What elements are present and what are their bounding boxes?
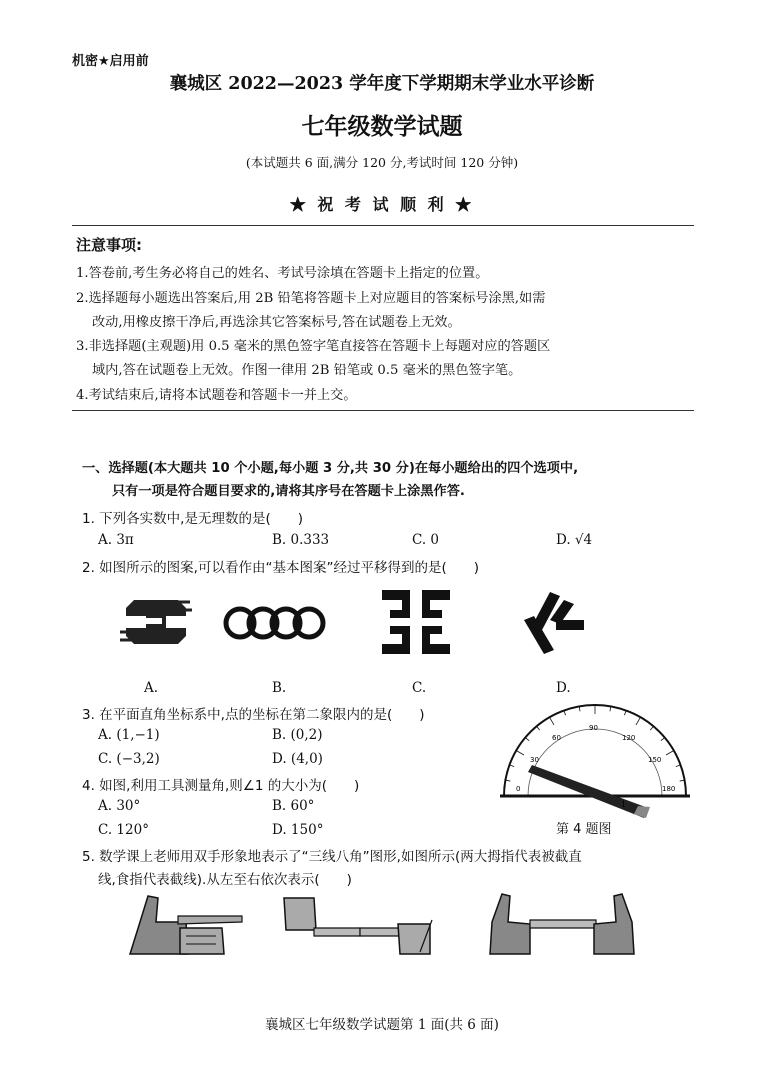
pattern-a-figure	[116, 592, 196, 654]
q3-option-a: A. (1,−1)	[98, 727, 160, 743]
angle-1-label: 1	[621, 800, 627, 809]
exam-title: 襄城区 2022—2023 学年度下学期期末学业水平诊断	[169, 74, 595, 94]
q2-option-b: B.	[272, 680, 287, 696]
question-2-stem: 2. 如图所示的图案,可以看作由“基本图案”经过平移得到的是( )	[82, 560, 479, 576]
note-item-3: 3.非选择题(主观题)用 0.5 毫米的黑色签字笔直接答在答题卡上每题对应的答题区	[76, 339, 551, 354]
q1-option-a: A. 3π	[98, 532, 134, 548]
note-item-2: 2.选择题每小题选出答案后,用 2B 铅笔将答题卡上对应题目的答案标号涂黑,如需	[76, 291, 546, 306]
exam-info: (本试题共 6 面,满分 120 分,考试时间 120 分钟)	[245, 155, 519, 170]
subject-title: 七年级数学试题	[301, 113, 463, 140]
question-4-stem: 4. 如图,利用工具测量角,则∠1 的大小为( )	[82, 778, 360, 794]
question-5-stem-cont: 线,食指代表截线).从左至右依次表示( )	[98, 872, 352, 888]
q3-option-d: D. (4,0)	[272, 751, 323, 767]
protractor-label-120: 120	[622, 734, 636, 742]
question-1-stem: 1. 下列各实数中,是无理数的是( )	[82, 511, 303, 527]
protractor-label-150: 150	[648, 756, 662, 764]
q1-option-d: D. √4	[556, 532, 593, 548]
notes-bottom-rule	[72, 410, 694, 411]
question-3-stem: 3. 在平面直角坐标系中,点的坐标在第二象限内的是( )	[82, 707, 425, 723]
section-heading: 一、选择题(本大题共 10 个小题,每小题 3 分,共 30 分)在每小题给出的四个选项中,	[82, 461, 579, 476]
protractor-label-180: 180	[662, 785, 676, 793]
q4-option-a: A. 30°	[98, 798, 141, 814]
protractor-label-90: 90	[589, 724, 598, 732]
confidential-mark: 机密★启用前	[72, 54, 149, 69]
q1-option-c: C. 0	[412, 532, 440, 548]
q2-option-c: C.	[412, 680, 427, 696]
notes-top-rule	[72, 225, 694, 226]
page-footer: 襄城区七年级数学试题第 1 面(共 6 面)	[265, 1017, 499, 1033]
section-heading-cont: 只有一项是符合题目要求的,请将其序号在答题卡上涂黑作答.	[112, 484, 465, 499]
protractor-label-60: 60	[552, 734, 561, 742]
question-5-stem: 5. 数学课上老师用双手形象地表示了“三线八角”图形,如图所示(两大拇指代表被截直	[82, 849, 582, 865]
note-item-1: 1.答卷前,考生务必将自己的姓名、考试号涂填在答题卡上指定的位置。	[76, 266, 489, 281]
note-item-4: 4.考试结束后,请将本试题卷和答题卡一并上交。	[76, 388, 357, 403]
protractor-label-0: 0	[516, 785, 521, 793]
good-luck-banner: ★ 祝 考 试 顺 利 ★	[289, 195, 475, 214]
figure-4-caption: 第 4 题图	[556, 822, 612, 837]
notes-heading: 注意事项:	[76, 236, 142, 254]
note-item-2-cont: 改动,用橡皮擦干净后,再选涂其它答案标号,答在试题卷上无效。	[92, 315, 461, 330]
q2-option-a: A.	[144, 680, 159, 696]
pattern-c-figure	[380, 588, 452, 656]
q2-option-d: D.	[556, 680, 571, 696]
protractor-figure	[498, 710, 694, 822]
protractor-label-30: 30	[530, 756, 539, 764]
hands-figure-2	[280, 894, 440, 956]
q4-option-c: C. 120°	[98, 822, 149, 838]
q4-option-d: D. 150°	[272, 822, 324, 838]
hands-figure-3	[484, 892, 640, 960]
q1-option-b: B. 0.333	[272, 532, 330, 548]
q4-option-b: B. 60°	[272, 798, 315, 814]
pattern-d-figure	[520, 590, 588, 656]
note-item-3-cont: 域内,答在试题卷上无效。作图一律用 2B 铅笔或 0.5 毫米的黑色签字笔。	[92, 363, 522, 378]
hands-figure-1	[126, 892, 246, 960]
pattern-b-rings	[222, 600, 328, 646]
q3-option-c: C. (−3,2)	[98, 751, 160, 767]
q3-option-b: B. (0,2)	[272, 727, 323, 743]
